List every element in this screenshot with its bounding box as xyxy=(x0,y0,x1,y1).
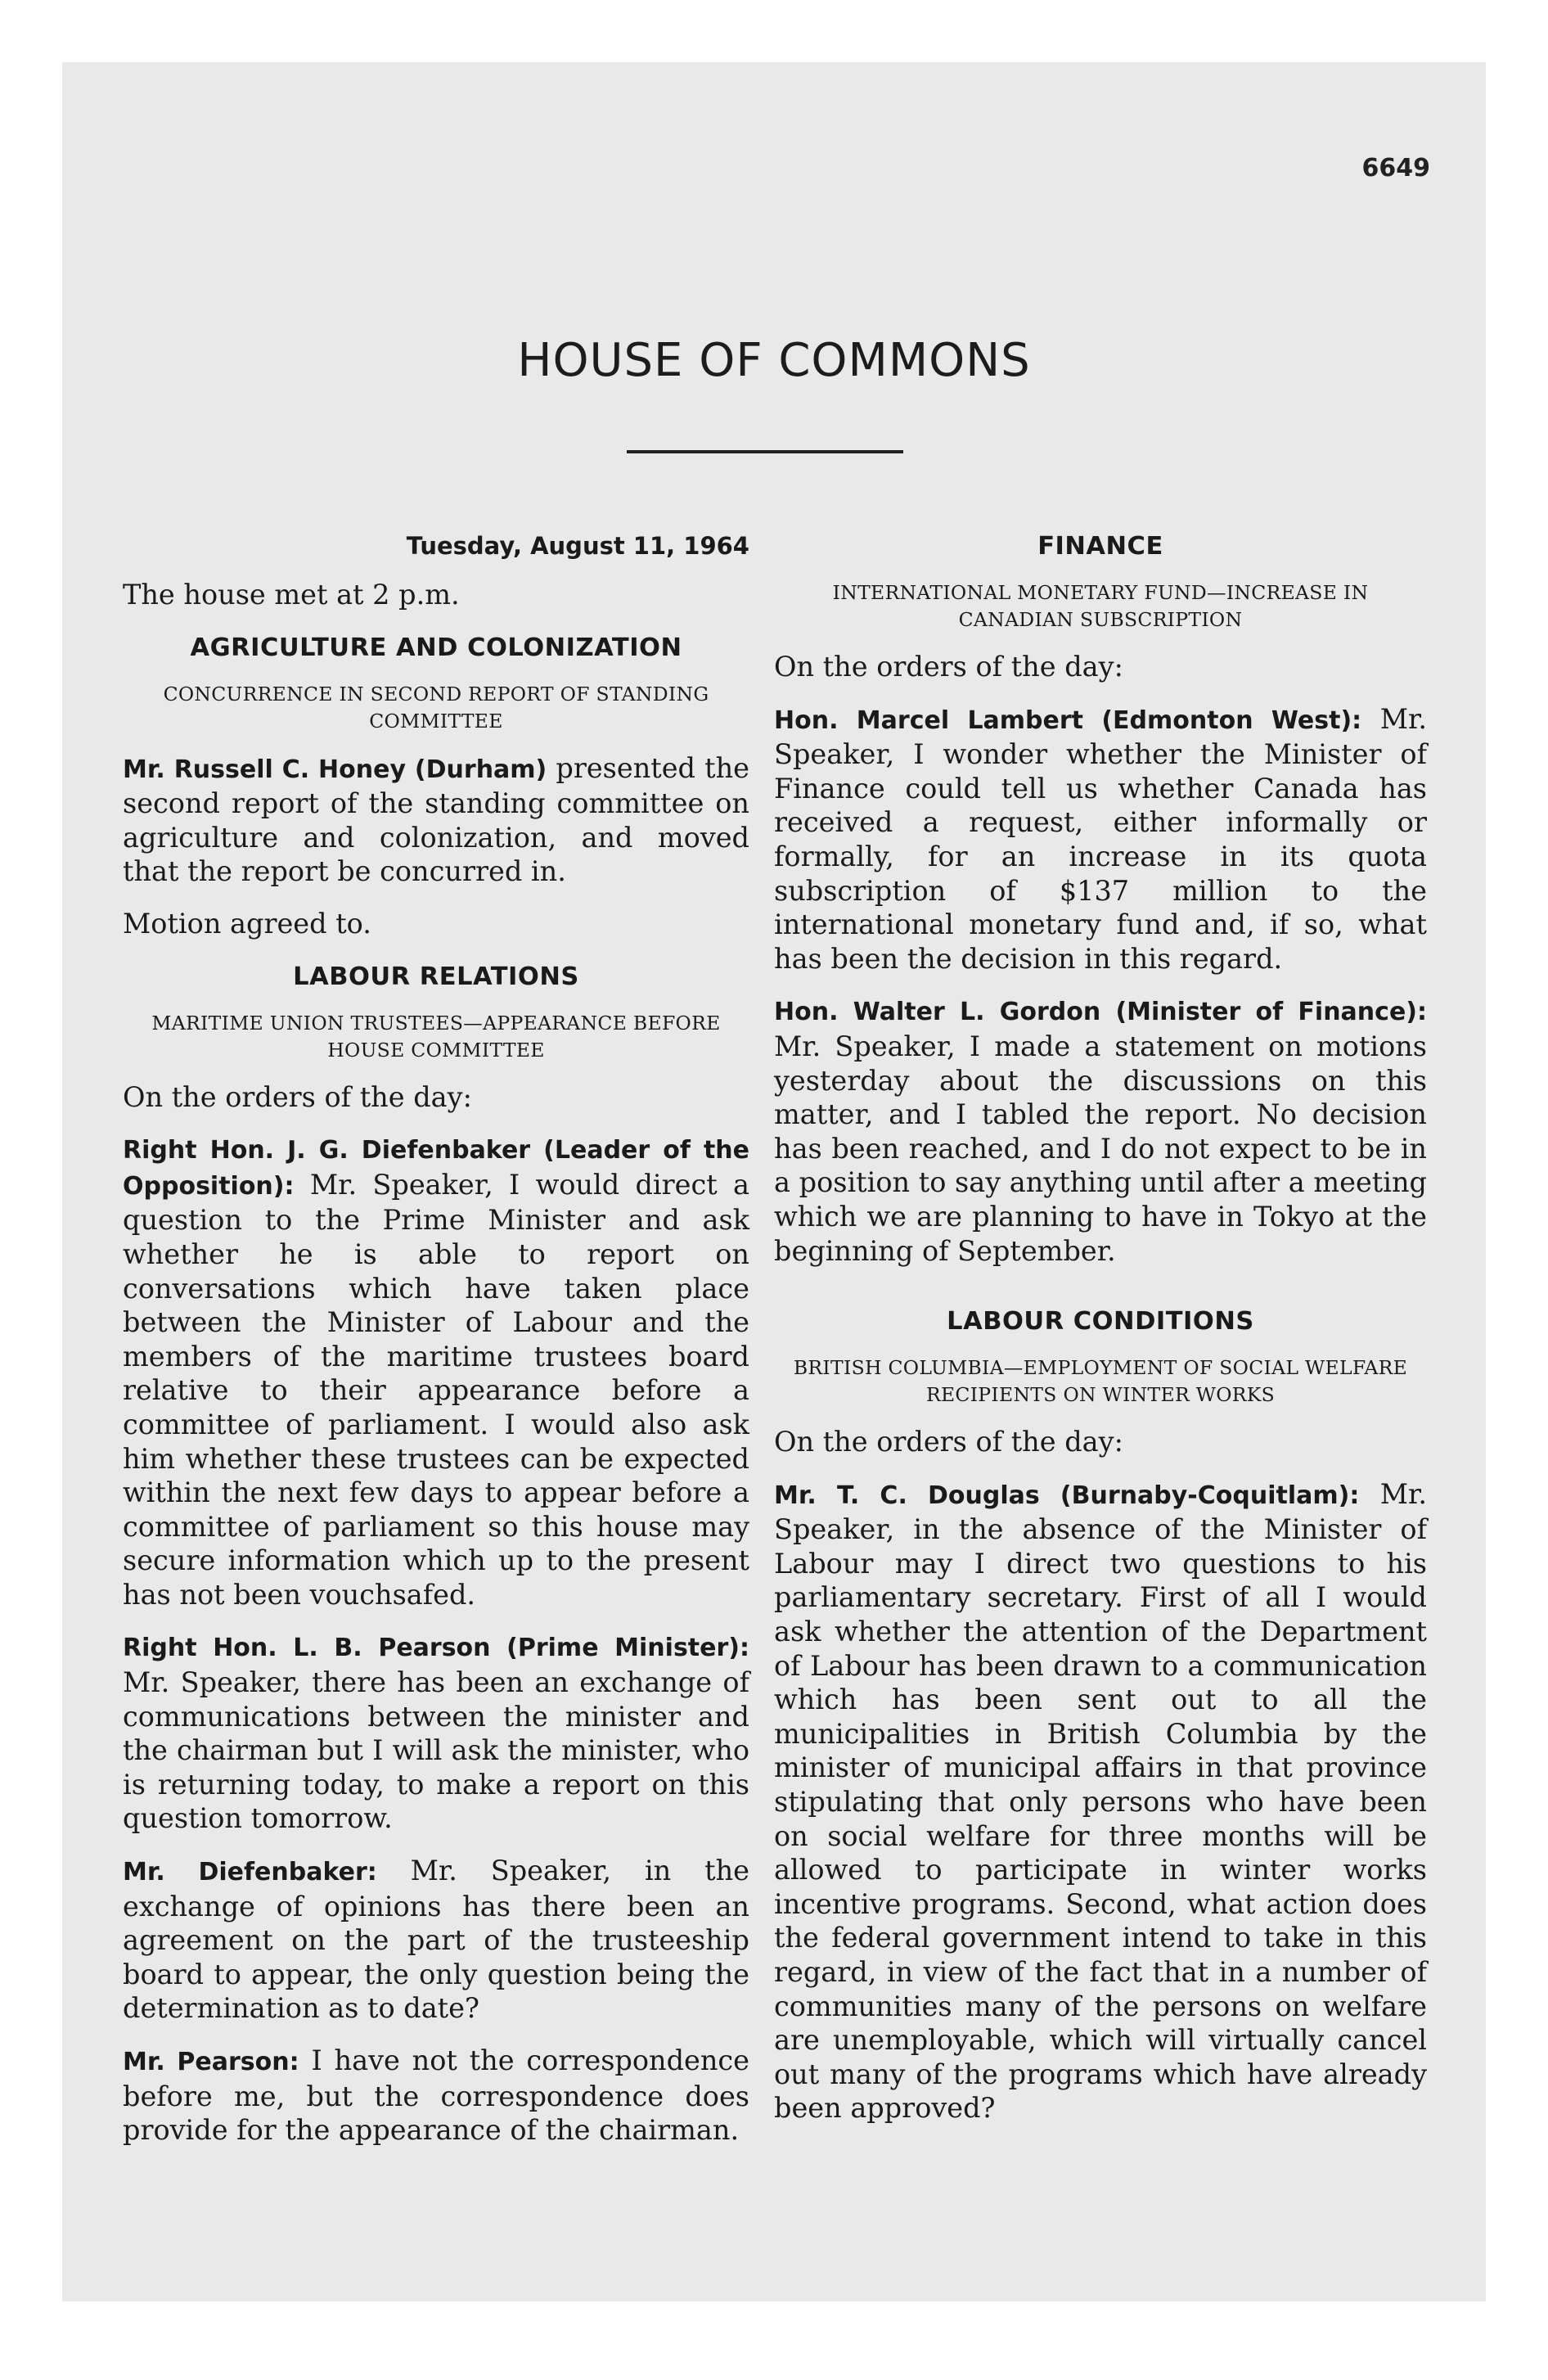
speech-text: Mr. Speaker, I wonder whether the Minister of Finance could tell us whether Canada has received a request, either informally or formally, for an increase in its quota subscription of $137 million to the international monetary fund and, if so, what has been the decision in this regard. xyxy=(774,702,1427,975)
labour-conditions-subheading: BRITISH COLUMBIA—EMPLOYMENT OF SOCIAL WELFARE RECIPIENTS ON WINTER WORKS xyxy=(793,1356,1408,1407)
speech-text: presented the second report of the standing committee on agriculture and colonization, and moved that the report be concurred in. xyxy=(123,751,749,888)
speaker-name: Hon. Marcel Lambert (Edmonton West): xyxy=(774,705,1362,735)
speech-text: Mr. Speaker, I would direct a question to the Prime Minister and ask whether he is able to report on conversations which have taken place between the Minister of Labour and the members of the maritime trustees board relative to their appearance before a committee of parliament. I would also ask him whether these trustees can be expected within the next few days to appear before a committee of parliament so this house may secure information which up to the present has not been vouchsafed. xyxy=(123,1168,749,1611)
orders-of-day: On the orders of the day: xyxy=(123,1080,472,1113)
speech-text: Mr. Speaker, in the exchange of opinions has there been an agreement on the part of the trusteeship board to appear, the only question being the determination as to date? xyxy=(123,1855,749,2025)
speaker-name: Mr. Pearson: xyxy=(123,2048,299,2076)
diefenbaker-paragraph xyxy=(123,1132,749,1611)
finance-heading: FINANCE xyxy=(1037,532,1163,561)
diefenbaker-followup-paragraph xyxy=(123,1854,749,2026)
pearson-paragraph xyxy=(123,1629,749,1836)
agriculture-subheading: CONCURRENCE IN SECOND REPORT OF STANDING COMMITTEE xyxy=(163,682,709,732)
speech-text: Mr. Speaker, I made a statement on motions yesterday about the discussions on this matter, and I tabled the report. No decision has been reached, and I do not expect to be in a position to say anything until after a meeting which we are planning to have in Tokyo at the beginning of September. xyxy=(774,1030,1427,1267)
speaker-name: Mr. T. C. Douglas (Burnaby-Coquitlam): xyxy=(774,1481,1360,1510)
dateline: Tuesday, August 11, 1964 xyxy=(406,532,749,560)
right-column xyxy=(774,530,1427,2143)
labour-conditions-heading: LABOUR CONDITIONS xyxy=(947,1307,1254,1336)
pearson-followup-paragraph xyxy=(123,2044,749,2148)
labour-relations-subheading: MARITIME UNION TRUSTEES—APPEARANCE BEFORE HOUSE COMMITTEE xyxy=(151,1011,721,1062)
honey-paragraph xyxy=(123,751,749,889)
left-column xyxy=(123,530,749,2166)
page-number: 6649 xyxy=(1361,154,1430,183)
speech-text: I have not the correspondence before me, but the correspondence does provide for the appearance of the chairman. xyxy=(123,2044,750,2147)
labour-relations-heading: LABOUR RELATIONS xyxy=(293,962,579,991)
speaker-name: Right Hon. L. B. Pearson (Prime Minister): xyxy=(123,1634,749,1663)
orders-of-day-2: On the orders of the day: xyxy=(774,1426,1123,1458)
speaker-name: Mr. Russell C. Honey (Durham) xyxy=(123,755,547,784)
gordon-paragraph xyxy=(774,994,1427,1268)
page-title: HOUSE OF COMMONS xyxy=(517,334,1031,387)
orders-of-day: On the orders of the day: xyxy=(774,651,1123,683)
title-rule xyxy=(627,450,903,453)
agriculture-heading: AGRICULTURE AND COLONIZATION xyxy=(190,633,682,662)
opening-line: The house met at 2 p.m. xyxy=(123,579,460,611)
speaker-name: Hon. Walter L. Gordon (Minister of Finance): xyxy=(774,998,1427,1027)
speech-text: Mr. Speaker, in the absence of the Minister of Labour may I direct two questions to his parliamentary secretary. First of all I would ask whether the attention of the Department of Labour has been drawn to a communication which has been sent out to all the municipalities in British Columbia by the minister of municipal affairs in that province stipulating that only persons who have been on social welfare for three months will be allowed to participate in winter works incentive programs. Second, what action does the federal government intend to take in this regard, in view of the fact that in a number of communities many of the persons on welfare are unemployable, which will virtually cancel out many of the programs which have already been approved? xyxy=(774,1477,1427,2125)
speech-text: Mr. Speaker, there has been an exchange of communications between the minister and the chairman but I will ask the minister, who is returning today, to make a report on this question tomorrow. xyxy=(123,1666,749,1835)
finance-subheading: INTERNATIONAL MONETARY FUND—INCREASE IN CANADIAN SUBSCRIPTION xyxy=(832,581,1369,631)
lambert-paragraph xyxy=(774,702,1427,976)
speaker-name: Right Hon. J. G. Diefenbaker (Leader of the Opposition): xyxy=(123,1136,749,1201)
motion-line: Motion agreed to. xyxy=(123,907,371,940)
speaker-name: Mr. Diefenbaker: xyxy=(123,1858,377,1887)
douglas-paragraph xyxy=(774,1477,1427,2125)
